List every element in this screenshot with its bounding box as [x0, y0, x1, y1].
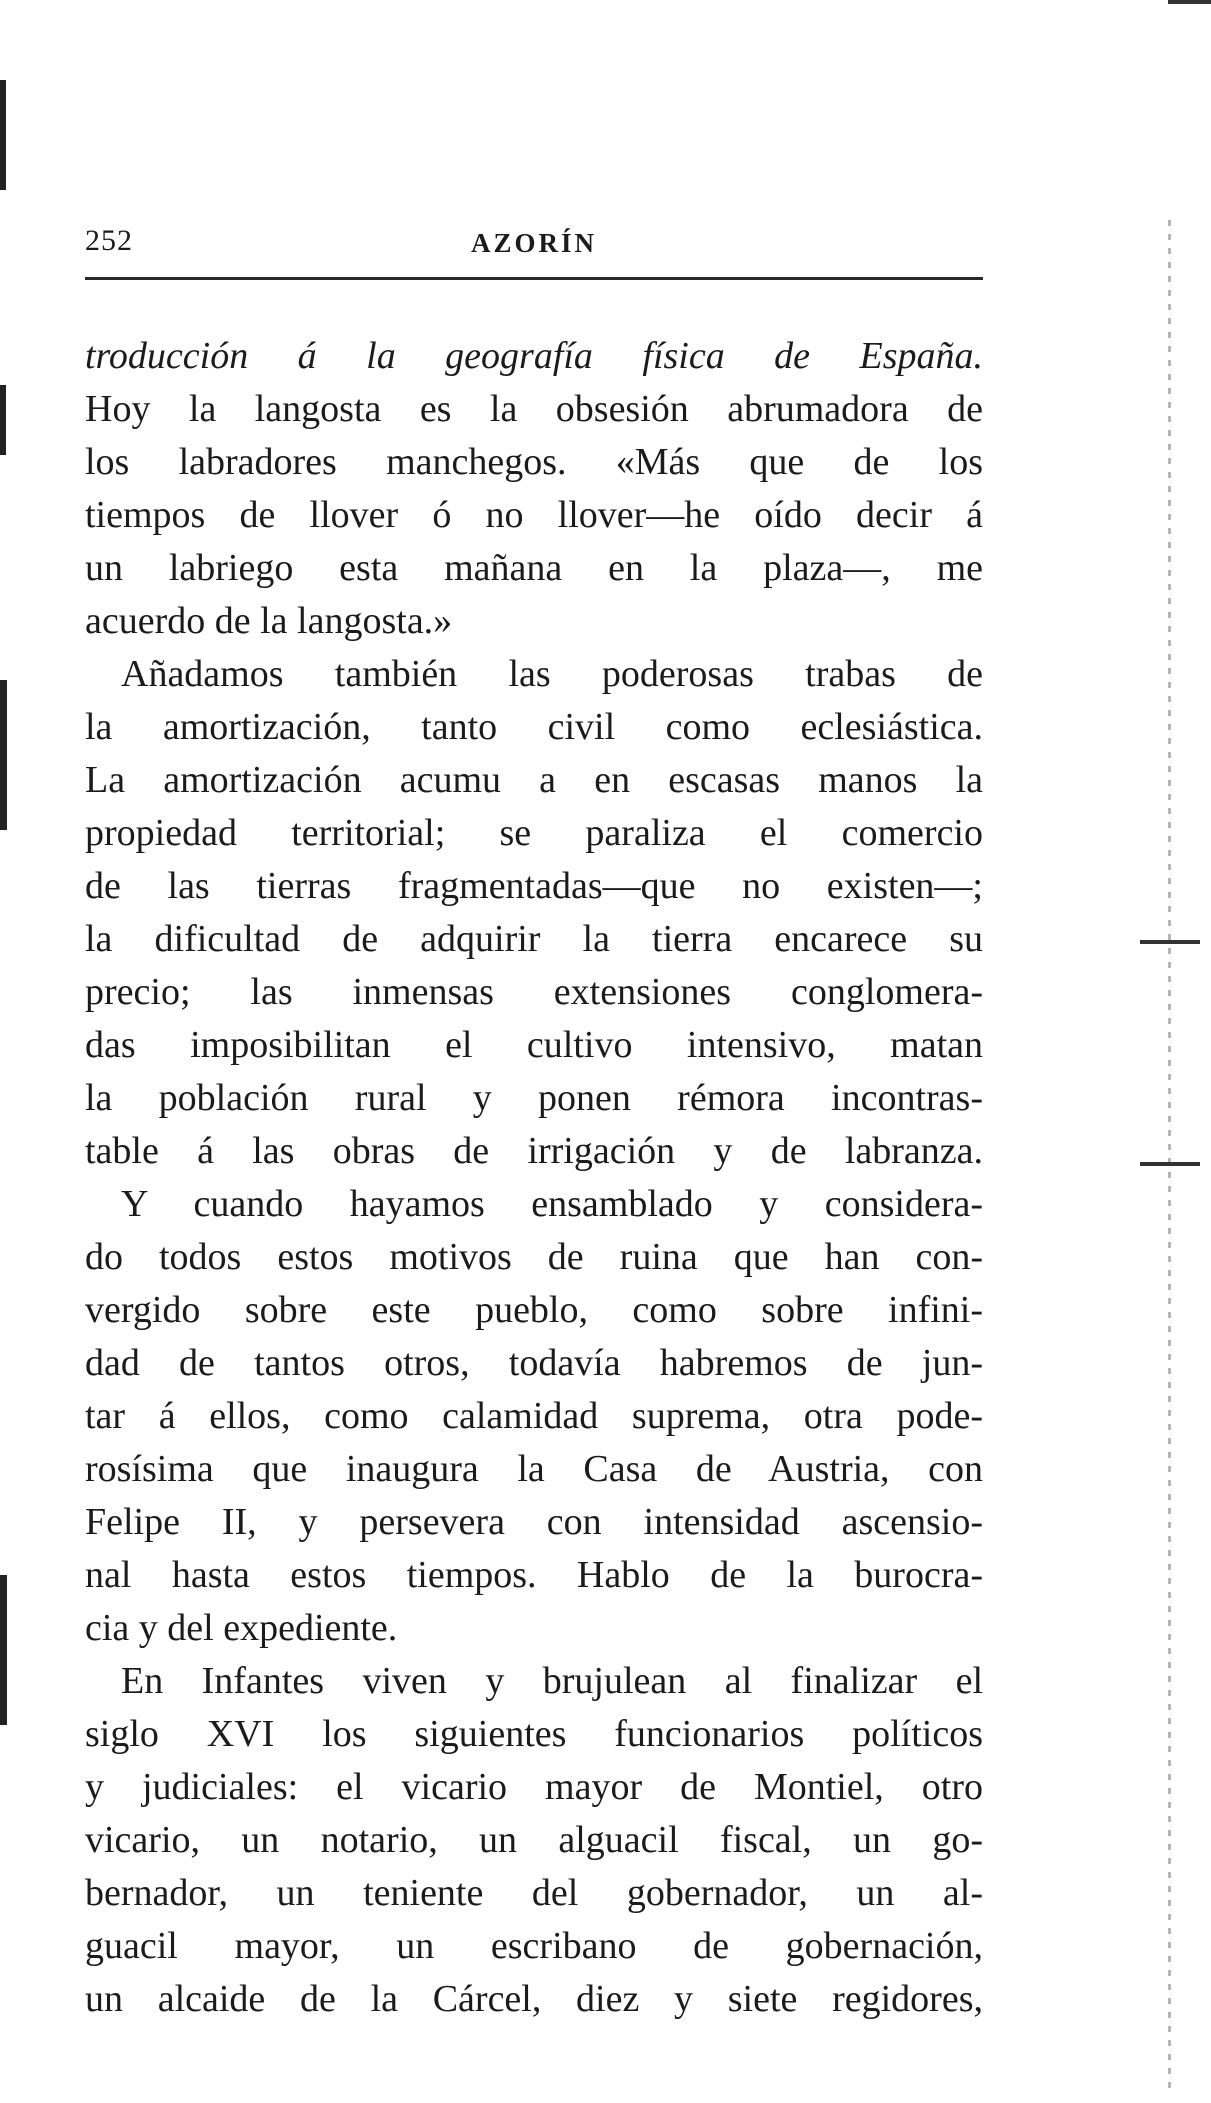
text-line: siglo XVI los siguientes funcionarios políticos: [85, 1713, 983, 1755]
text-line: la dificultad de adquirir la tierra encarece su: [85, 918, 983, 960]
left-margin-mark: [0, 385, 6, 455]
text-line: y judiciales: el vicario mayor de Montiel, otro: [85, 1766, 983, 1808]
text-line: precio; las inmensas extensiones conglomera-: [85, 971, 983, 1013]
text-line: tiempos de llover ó no llover—he oído decir á: [85, 494, 983, 536]
text-line: Y cuando hayamos ensamblado y considera-: [121, 1183, 983, 1225]
text-line: bernador, un teniente del gobernador, un al-: [85, 1872, 983, 1914]
right-margin-dash: [1140, 1162, 1200, 1166]
text-line: table á las obras de irrigación y de labranza.: [85, 1130, 983, 1172]
text-line: vergido sobre este pueblo, como sobre infini-: [85, 1289, 983, 1331]
text-line: la población rural y ponen rémora incontras-: [85, 1077, 983, 1119]
text-line: un alcaide de la Cárcel, diez y siete regidores,: [85, 1978, 983, 2020]
text-line: troducción á la geografía física de España.: [85, 335, 983, 377]
text-line: do todos estos motivos de ruina que han con-: [85, 1236, 983, 1278]
text-line: la amortización, tanto civil como eclesiástica.: [85, 706, 983, 748]
text-line: cia y del expediente.: [85, 1607, 398, 1649]
text-line: das imposibilitan el cultivo intensivo, matan: [85, 1024, 983, 1066]
text-line: propiedad territorial; se paraliza el comercio: [85, 812, 983, 854]
right-margin-dash: [1140, 940, 1200, 944]
text-line: de las tierras fragmentadas—que no existen—;: [85, 865, 983, 907]
left-margin-mark: [0, 680, 7, 830]
running-head: AZORÍN: [470, 228, 597, 258]
left-margin-mark: [0, 80, 6, 190]
page-header: [85, 224, 983, 270]
text-line: guacil mayor, un escribano de gobernación,: [85, 1925, 983, 1967]
text-line: tar á ellos, como calamidad suprema, otra pode-: [85, 1395, 983, 1437]
page-edge-shadow: [1168, 220, 1171, 2090]
text-line: nal hasta estos tiempos. Hablo de la burocra-: [85, 1554, 983, 1596]
scan-edge-mark: [1168, 0, 1211, 4]
left-margin-mark: [0, 1575, 7, 1725]
text-line: un labriego esta mañana en la plaza—, me: [85, 547, 983, 589]
text-line: rosísima que inaugura la Casa de Austria, con: [85, 1448, 983, 1490]
text-line: Felipe II, y persevera con intensidad ascensio-: [85, 1501, 983, 1543]
body-text: [85, 330, 983, 2026]
text-line: La amortización acumu a en escasas manos la: [85, 759, 983, 801]
text-line: vicario, un notario, un alguacil fiscal, un go-: [85, 1819, 983, 1861]
header-rule: [85, 277, 983, 280]
text-line: acuerdo de la langosta.»: [85, 600, 453, 642]
page-number: 252: [85, 224, 133, 257]
text-line: En Infantes viven y brujulean al finalizar el: [121, 1660, 983, 1702]
text-line: Añadamos también las poderosas trabas de: [121, 653, 983, 695]
text-line: Hoy la langosta es la obsesión abrumadora de: [85, 388, 983, 430]
text-line: los labradores manchegos. «Más que de los: [85, 441, 983, 483]
text-line: dad de tantos otros, todavía habremos de jun-: [85, 1342, 983, 1384]
